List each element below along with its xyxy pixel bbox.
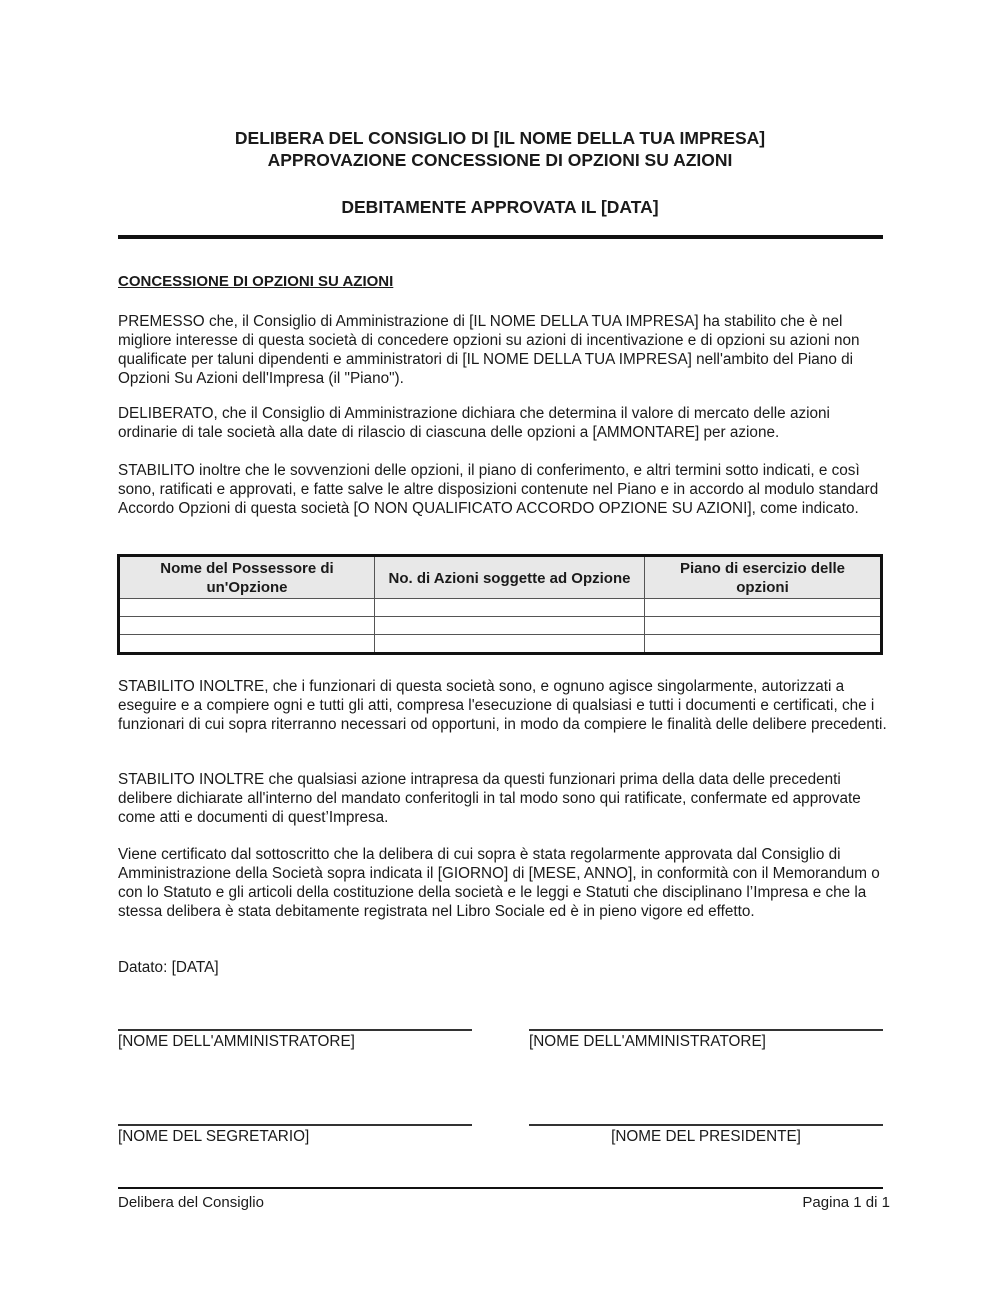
- table-cell[interactable]: [119, 599, 375, 617]
- column-header-exercise-plan: Piano di esercizio delle opzioni: [645, 556, 882, 599]
- signature-line-admin-2: [529, 1029, 883, 1031]
- signature-line-admin-1: [118, 1029, 472, 1031]
- table-cell[interactable]: [375, 617, 645, 635]
- document-subtitle: DEBITAMENTE APPROVATA IL [DATA]: [341, 197, 659, 217]
- signature-label-secretary: [NOME DEL SEGRETARIO]: [118, 1128, 310, 1145]
- table-row: [119, 635, 882, 654]
- table-cell[interactable]: [375, 599, 645, 617]
- column-header-shares: No. di Azioni soggette ad Opzione: [375, 556, 645, 599]
- paragraph-stabilito-2: STABILITO INOLTRE, che i funzionari di questa società sono, e ognuno agisce singolarmente, autorizzati a eseguire e a compiere ogni e tutti gli atti, compresa l'esecuzione di qualsiasi e tutti i documenti e certificati, che i funzionari di cui sopra riterranno necessari od opportuni, in modo da compiere le finalità delle delibere precedenti.: [118, 678, 887, 733]
- paragraph-deliberato: DELIBERATO, che il Consiglio di Amministrazione dichiara che determina il valore di mercato delle azioni ordinarie di tale società alla date di rilascio di ciascuna delle opzioni a [AMMONTARE] per azione.: [118, 405, 830, 441]
- section-heading: CONCESSIONE DI OPZIONI SU AZIONI: [118, 273, 394, 290]
- table-row: [119, 599, 882, 617]
- signature-line-secretary: [118, 1124, 472, 1126]
- document-title-line2: APPROVAZIONE CONCESSIONE DI OPZIONI SU AZIONI: [267, 150, 733, 170]
- table-cell[interactable]: [645, 617, 882, 635]
- footer-divider: [118, 1187, 883, 1189]
- paragraph-stabilito-3: STABILITO INOLTRE che qualsiasi azione intrapresa da questi funzionari prima della data delle precedenti delibere dichiarate all'interno del mandato conferitogli in tal modo sono qui ratificate, confermate ed approvate come atti e documenti di quest’Impresa.: [118, 771, 861, 826]
- document-title-line1: DELIBERA DEL CONSIGLIO DI [IL NOME DELLA TUA IMPRESA]: [234, 128, 766, 148]
- table-cell[interactable]: [645, 599, 882, 617]
- paragraph-premesso: PREMESSO che, il Consiglio di Amministrazione di [IL NOME DELLA TUA IMPRESA] ha stabilito che è nel migliore interesse di questa società di concedere opzioni su azioni di incentivazione e di opzioni su azioni non qualificate per taluni dipendenti e amministratori di [IL NOME DELLA TUA IMPRESA] nell'ambito del Piano di Opzioni Su Azioni dell'Impresa (il "Piano").: [118, 313, 860, 387]
- table-cell[interactable]: [119, 617, 375, 635]
- table-cell[interactable]: [119, 635, 375, 654]
- signature-label-admin-1: [NOME DELL'AMMINISTRATORE]: [118, 1033, 355, 1050]
- table-cell[interactable]: [375, 635, 645, 654]
- footer-page-number: Pagina 1 di 1: [802, 1194, 890, 1211]
- paragraph-stabilito-1: STABILITO inoltre che le sovvenzioni delle opzioni, il piano di conferimento, e altri termini sotto indicati, e così sono, ratificati e approvati, e fatte salve le altre disposizioni contenute nel Piano e in accordo al modulo standard Accordo Opzioni di questa società [O NON QUALIFICATO ACCORDO OPZIONE SU AZIONI], come indicato.: [118, 462, 879, 517]
- footer-document-name: Delibera del Consiglio: [118, 1194, 264, 1211]
- table-header-row: [119, 556, 882, 599]
- column-header-holder-name: Nome del Possessore di un'Opzione: [119, 556, 375, 599]
- signature-label-president: [NOME DEL PRESIDENTE]: [611, 1128, 801, 1145]
- paragraph-certificato: Viene certificato dal sottoscritto che la delibera di cui sopra è stata regolarmente approvata dal Consiglio di Amministrazione della Società sopra indicata il [GIORNO] di [MESE, ANNO], in conformità con il Memorandum o con lo Statuto e gli articoli della costituzione della società e le leggi e Statuti che disciplinano l’Impresa e che la stessa delibera è stata debitamente registrata nel Libro Sociale ed è in pieno vigore ed effetto.: [118, 846, 880, 920]
- signature-label-admin-2: [NOME DELL'AMMINISTRATORE]: [529, 1033, 766, 1050]
- table-row: [119, 617, 882, 635]
- signature-line-president: [529, 1124, 883, 1126]
- table-cell[interactable]: [645, 635, 882, 654]
- dated-line: Datato: [DATA]: [118, 959, 219, 976]
- options-table: [117, 554, 883, 655]
- header-divider: [118, 235, 883, 239]
